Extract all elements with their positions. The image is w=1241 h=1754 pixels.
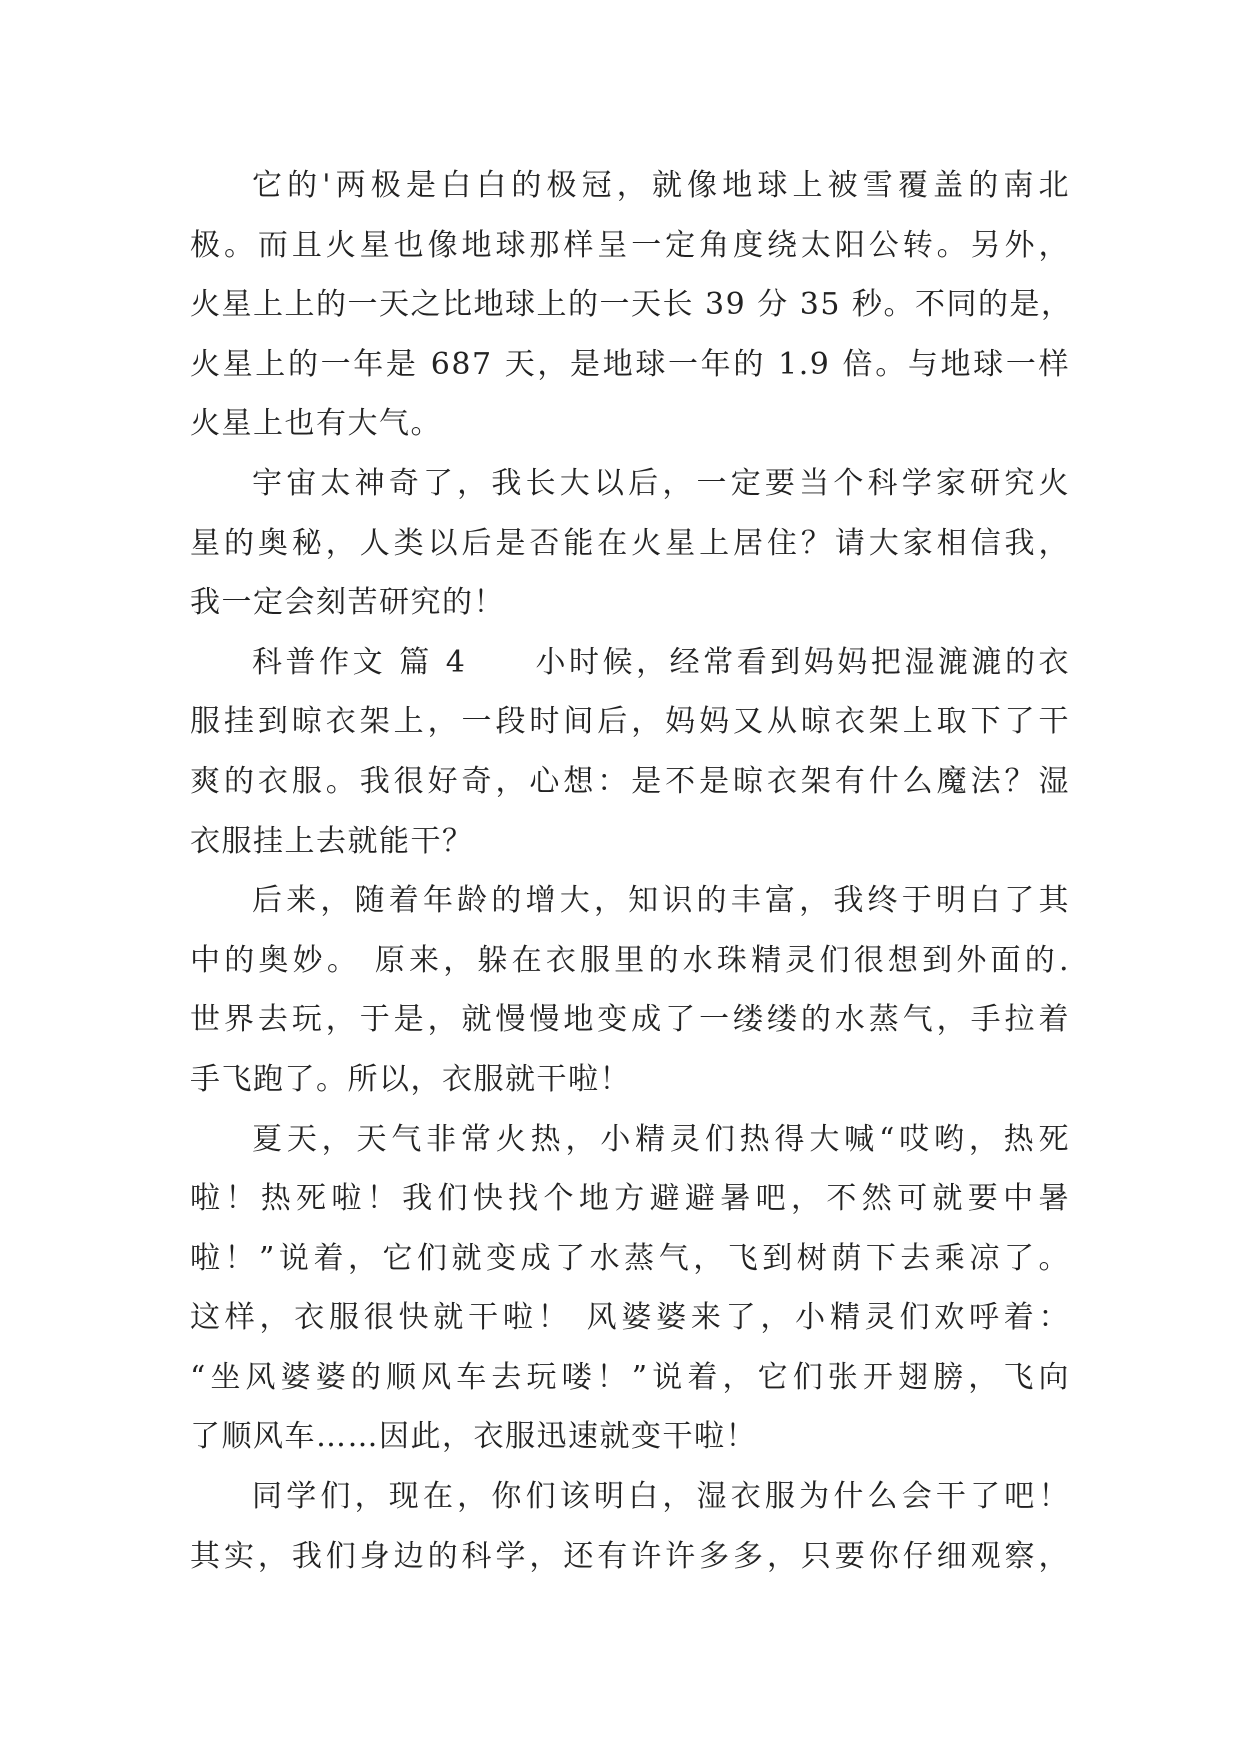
text-line: 中的奥妙。 原来，躲在衣服里的水珠精灵们很想到外面的. [190,942,1070,978]
text-line: 它的'两极是白白的极冠，就像地球上被雪覆盖的南北 [252,168,1070,203]
text-line: 爽的衣服。我很好奇，心想：是不是晾衣架有什么魔法？湿 [190,763,1070,799]
text-line: 我一定会刻苦研究的！ [190,585,505,621]
text-line: 火星上也有大气。 [190,406,442,442]
text-line: 夏天，天气非常火热，小精灵们热得大喊“哎哟，热死 [252,1121,1070,1157]
text-line: 手飞跑了。所以，衣服就干啦！ [190,1061,631,1097]
text-line: 火星上的一年是 687 天，是地球一年的 1.9 倍。与地球一样 [190,346,1070,382]
text-line: 宇宙太神奇了，我长大以后，一定要当个科学家研究火 [252,465,1070,501]
text-line: 火星上上的一天之比地球上的一天长 39 分 35 秒。不同的是， [190,287,1073,323]
text-line: 同学们，现在，你们该明白，湿衣服为什么会干了吧！ [252,1479,1070,1515]
text-line: 其实，我们身边的科学，还有许许多多，只要你仔细观察， [190,1538,1070,1574]
text-line: 后来，随着年龄的增大，知识的丰富，我终于明白了其 [252,883,1070,919]
text-line: 啦！”说着，它们就变成了水蒸气，飞到树荫下去乘凉了。 [190,1240,1070,1276]
text-line: 极。而且火星也像地球那样呈一定角度绕太阳公转。另外， [190,227,1070,263]
text-line: “坐风婆婆的顺风车去玩喽！”说着，它们张开翅膀，飞向 [190,1359,1070,1395]
text-line: 星的奥秘，人类以后是否能在火星上居住？请大家相信我， [190,525,1070,561]
essay-body [190,156,1073,1586]
text-line: 了顺风车……因此，衣服迅速就变干啦！ [190,1419,757,1455]
text-line: 啦！热死啦！我们快找个地方避避暑吧，不然可就要中暑 [190,1181,1070,1217]
text-line: 衣服挂上去就能干？ [190,823,474,859]
text-line: 这样，衣服很快就干啦！ 风婆婆来了，小精灵们欢呼着： [190,1300,1070,1336]
text-line: 服挂到晾衣架上，一段时间后，妈妈又从晾衣架上取下了干 [190,704,1070,740]
text-line: 科普作文 篇 4 小时候，经常看到妈妈把湿漉漉的衣 [252,644,1070,680]
text-line: 世界去玩，于是，就慢慢地变成了一缕缕的水蒸气，手拉着 [190,1002,1070,1038]
